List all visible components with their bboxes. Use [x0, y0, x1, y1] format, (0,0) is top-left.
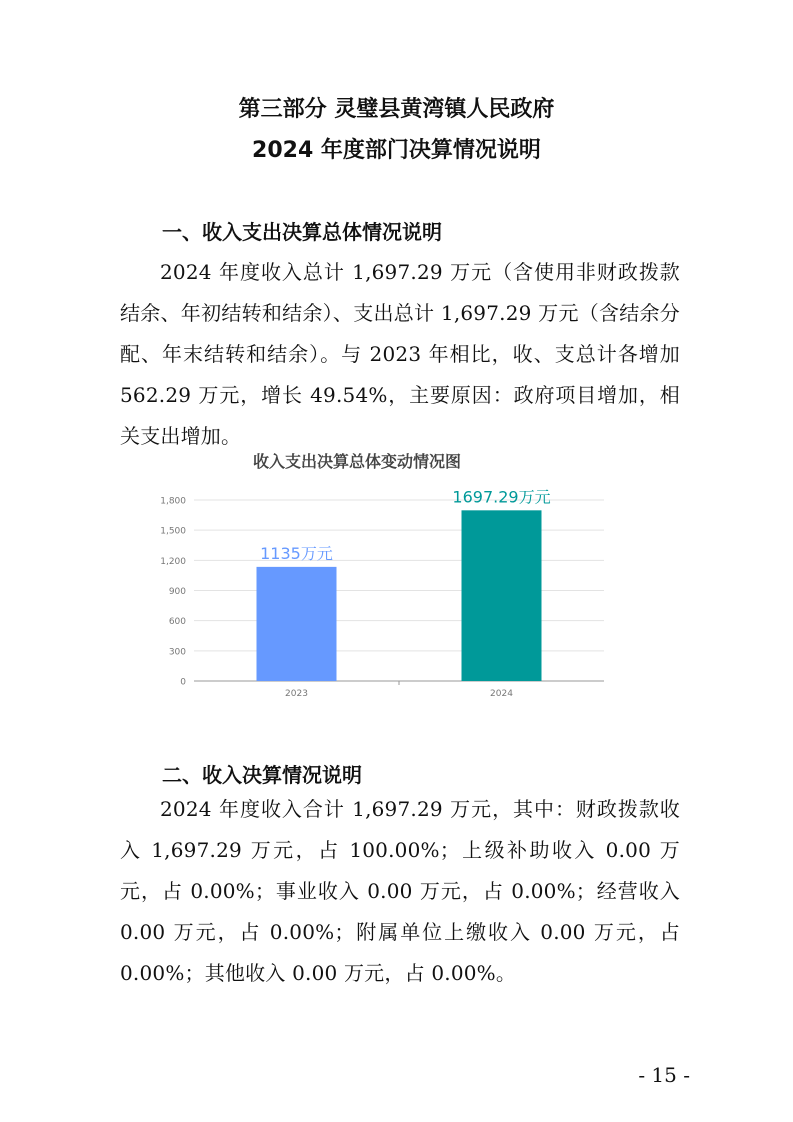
bar-data-label: 1697.29万元 — [452, 487, 551, 507]
y-tick-label: 1,500 — [160, 526, 186, 537]
y-tick-label: 900 — [168, 587, 186, 597]
x-tick-label: 2024 — [490, 689, 513, 699]
section2-paragraph: 2024 年度收入合计 1,697.29 万元，其中：财政拨款收入 1,697.29 万元，占 100.00%；上级补助收入 0.00 万元，占 0.00%；事业收入 0.00 万元，占 0.00%；经营收入 0.00 万元，占 0.00%；附属单位上缴收入 0.00 万元，占 0.00%；其他收入 0.00 万元，占 0.00%。 — [120, 797, 680, 985]
income-expense-chart — [150, 448, 620, 708]
document-subtitle: 2024 年度部门决算情况说明 — [252, 138, 541, 163]
bar-data-label: 1135万元 — [260, 543, 333, 563]
document-title: 第三部分 灵璧县黄湾镇人民政府 — [238, 97, 555, 122]
section1-heading: 一、收入支出决算总体情况说明 — [162, 220, 442, 244]
y-tick-label: 600 — [168, 617, 186, 628]
y-tick-label: 1,800 — [160, 496, 186, 507]
y-tick-label: 0 — [180, 677, 186, 688]
chart-title: 收入支出决算总体变动情况图 — [252, 452, 462, 471]
section1-paragraph: 2024 年度收入总计 1,697.29 万元（含使用非财政拨款结余、年初结转和结余）、支出总计 1,697.29 万元（含结余分配、年末结转和结余）。与 2023 年相比，收、支总计各增加 562.29 万元，增长 49.54%，主要原因：政府项目增加，相关支出增加。 — [120, 260, 680, 448]
section2-heading: 二、收入决算情况说明 — [162, 763, 362, 787]
page-number: - 15 - — [638, 1063, 690, 1087]
x-tick-label: 2023 — [285, 689, 308, 699]
bar-2024 — [462, 510, 542, 681]
y-tick-label: 300 — [168, 647, 186, 658]
bar-2023 — [257, 567, 337, 681]
y-tick-label: 1,200 — [160, 556, 186, 567]
